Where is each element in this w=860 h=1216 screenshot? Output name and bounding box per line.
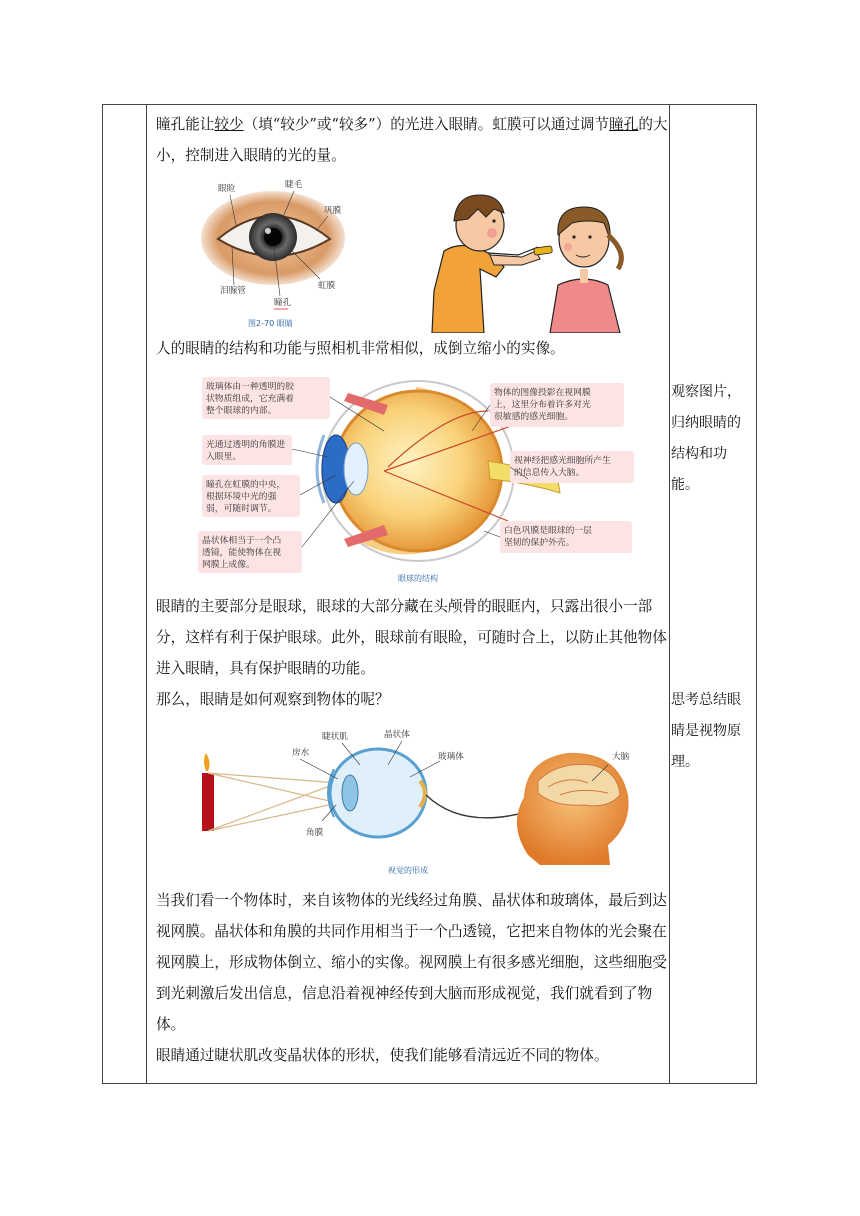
- girl-illustration: [550, 207, 621, 333]
- note-cornea: 光通过透明的角膜进入眼里。: [206, 440, 286, 462]
- label-tear-duct: 泪腺管: [220, 286, 246, 296]
- label-lens: 晶状体: [384, 730, 410, 740]
- paragraph-pupil: 瞳孔能让较少（填“较少”或“较多”）的光进入眼睛。虹膜可以通过调节瞳孔的大小，控制进入眼睛的光的量。: [156, 116, 668, 164]
- answer-fill: 较少: [214, 116, 244, 133]
- content-column: [148, 105, 668, 1083]
- boy-illustration: [432, 195, 540, 333]
- side-note-structure: 观察图片，归纳眼睛的结构和功能。: [671, 384, 741, 493]
- note-retina: 物体的图像投影在视网膜上，这里分布着许多对光很敏感的感光细胞。: [494, 388, 591, 422]
- side-note-principle: 思考总结眼睛是视物原理。: [671, 692, 741, 770]
- paragraph-camera: 人的眼睛的结构和功能与照相机非常相似，成倒立缩小的实像。: [156, 340, 565, 357]
- eyeball-structure-figure: [188, 371, 658, 583]
- note-vitreous: 玻璃体由一种透明的胶状物质组成，它充满着整个眼球的内部。: [206, 382, 294, 416]
- label-vitreous: 玻璃体: [438, 752, 464, 762]
- label-iris: 虹膜: [318, 281, 336, 291]
- paragraph-ciliary: 眼睛通过睫状肌改变晶状体的形状，使我们能够看清远近不同的物体。: [156, 1047, 609, 1064]
- vision-formation-figure: [188, 725, 658, 875]
- label-eyelid: 眼睑: [218, 184, 236, 194]
- lesson-table: [102, 104, 757, 1084]
- label-pupil: 瞳孔: [274, 298, 292, 308]
- column-divider-left: [146, 105, 147, 1083]
- term-pupil: 瞳孔: [609, 116, 639, 133]
- vision-figure-caption: 视觉的形成: [388, 866, 428, 875]
- eye-and-children-figure: [188, 173, 668, 333]
- note-optic-nerve: 视神经把感光细胞所产生的信息传入大脑。: [514, 456, 611, 478]
- label-eyelash: 睫毛: [285, 180, 303, 190]
- paragraph-question: 那么，眼睛是如何观察到物体的呢？: [156, 691, 390, 708]
- paragraph-eyeball: 眼睛的主要部分是眼球，眼球的大部分藏在头颅骨的眼眶内，只露出很小一部分，这样有利于保护眼球。此外，眼球前有眼睑，可随时合上，以防止其他物体进入眼睛，具有保护眼睛的功能。: [156, 598, 667, 677]
- paragraph-vision-process: 当我们看一个物体时，来自该物体的光线经过角膜、晶状体和玻璃体，最后到达视网膜。晶状体和角膜的共同作用相当于一个凸透镜，它把来自物体的光会聚在视网膜上，形成物体倒立、缩小的实像。视网膜上有很多感光细胞，这些细胞受到光刺激后发出信息，信息沿着视神经传到大脑而形成视觉，我们就看到了物体。: [156, 892, 667, 1033]
- note-pupil: 瞳孔在虹膜的中央，根据环境中光的强弱，可随时调节。: [206, 480, 286, 514]
- note-lens: 晶状体相当于一个凸透镜，能使物体在视网膜上成像。: [202, 536, 282, 570]
- label-aqueous: 房水: [292, 748, 310, 758]
- label-brain: 大脑: [612, 752, 630, 762]
- column-divider-right: [669, 105, 670, 1083]
- label-ciliary-muscle: 睫状肌: [322, 732, 348, 742]
- eyeball-figure-caption: 眼球的结构: [398, 574, 438, 583]
- eye-figure-caption: 图2-70 眼睛: [248, 319, 293, 328]
- label-cornea: 角膜: [306, 828, 324, 838]
- note-sclera: 白色巩膜是眼球的一层坚韧的保护外壳。: [504, 526, 592, 548]
- label-sclera: 巩膜: [324, 206, 342, 216]
